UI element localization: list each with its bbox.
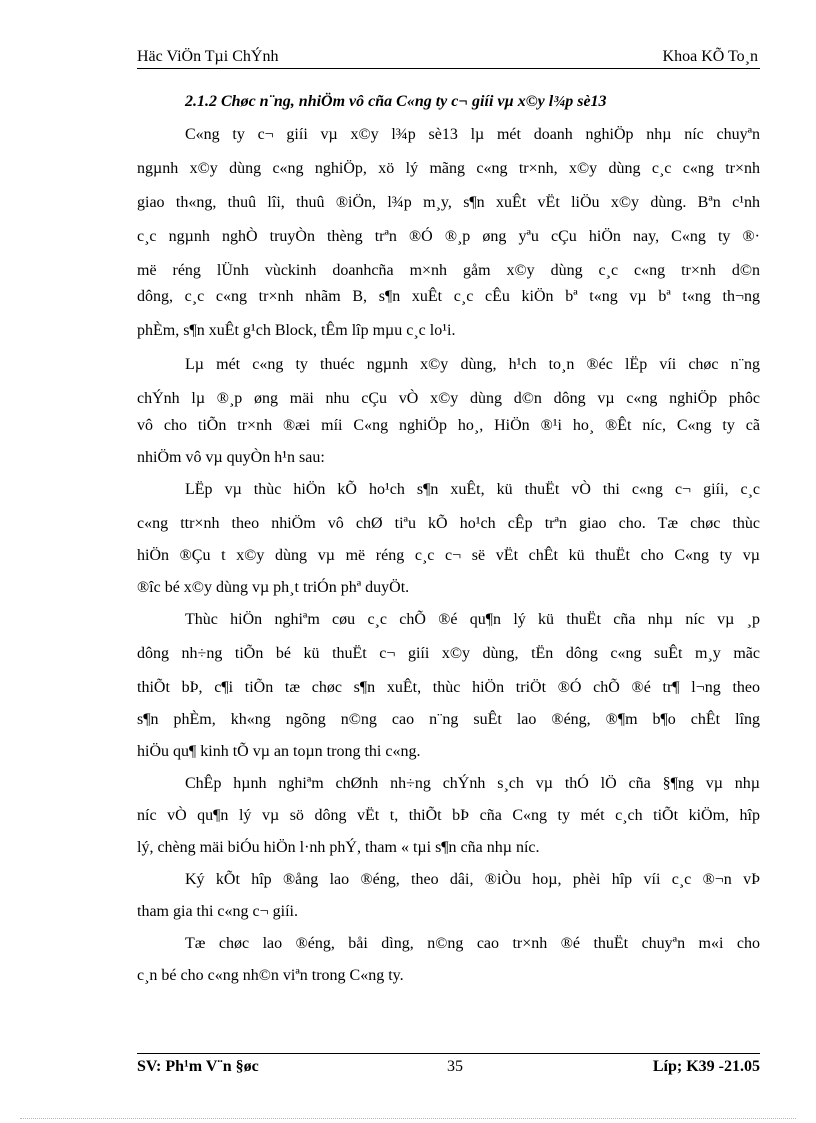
body-line: giao th«ng, thuû lîi, thuû ®iÖn, l¾p m¸y, s¶n xuÊt vËt liÖu x©y dùng. Bªn c¹nh <box>137 194 760 211</box>
footer-class: Líp; K39 -21.05 <box>652 1058 760 1075</box>
body-line: Lµ mét c«ng ty thuéc ngµnh x©y dùng, h¹ch to¸n ®éc lËp víi chøc n¨ng <box>185 356 760 373</box>
page-number: 35 <box>447 1058 463 1075</box>
body-line: hiÖn ®Çu t x©y dùng vµ më réng c¸c c¬ së vËt chÊt kü thuËt cho C«ng ty vµ <box>137 547 760 564</box>
body-line: phÈm, s¶n xuÊt g¹ch Block, tÊm lîp mµu c¸c lo¹i. <box>137 322 456 339</box>
body-line: tham gia thi c«ng c¬ giíi. <box>137 903 298 920</box>
body-line: Tæ chøc lao ®éng, båi dìng, n©ng cao tr×nh ®é thuËt chuyªn m«i cho <box>185 935 760 952</box>
body-line: më réng lÜnh vùckinh doanhcña m×nh gåm x©y dùng c¸c c«ng tr×nh d©n <box>137 262 760 279</box>
page-bottom-divider <box>20 1118 796 1119</box>
body-line: c¸n bé cho c«ng nh©n viªn trong C«ng ty. <box>137 967 404 984</box>
body-line: c¸c ngµnh nghÒ truyÒn thèng trªn ®Ó ®¸p øng yªu cÇu hiÖn nay, C«ng ty ®· <box>137 228 760 245</box>
body-line: c«ng ttr×nh theo nhiÖm vô chØ tiªu kÕ ho¹ch cÊp trªn giao cho. Tæ chøc thùc <box>137 515 760 532</box>
body-line: lý, chèng mäi biÓu hiÖn l·nh phÝ, tham « tµi s¶n cña nhµ níc. <box>137 839 540 856</box>
body-line: vô cho tiÕn tr×nh ®æi míi C«ng nghiÖp ho¸, HiÖn ®¹i ho¸ ®Êt níc, C«ng ty cã <box>137 417 760 434</box>
body-line: níc vÒ qu¶n lý vµ sö dông vËt t, thiÕt bÞ cña C«ng ty mét c¸ch tiÕt kiÖm, hîp <box>137 807 760 824</box>
body-line: s¶n phÈm, kh«ng ngõng n©ng cao n¨ng suÊt lao ®éng, ®¶m b¶o chÊt lîng <box>137 711 760 728</box>
body-line: ChÊp hµnh nghiªm chØnh nh÷ng chÝnh s¸ch vµ thÓ lÖ cña §¶ng vµ nhµ <box>185 775 760 792</box>
body-line: chÝnh lµ ®¸p øng mäi nhu cÇu vÒ x©y dùng d©n dông vµ c«ng nghiÖp phôc <box>137 390 760 407</box>
body-line: hiÖu qu¶ kinh tÕ vµ an toµn trong thi c«ng. <box>137 743 421 760</box>
section-heading: 2.1.2 Chøc n¨ng, nhiÖm vô cña C«ng ty c¬ giíi vµ x©y l¾p sè13 <box>185 93 607 110</box>
body-line: Ký kÕt hîp ®ång lao ®éng, theo dâi, ®iÒu hoµ, phèi hîp víi c¸c ®¬n vÞ <box>185 871 760 888</box>
body-line: dông, c¸c c«ng tr×nh nhãm B, s¶n xuÊt c¸c cÊu kiÖn bª t«ng vµ bª t«ng th¬ng <box>137 288 760 305</box>
body-line: ngµnh x©y dùng c«ng nghiÖp, xö lý mãng c«ng tr×nh, x©y dùng c¸c c«ng tr×nh <box>137 160 760 177</box>
header-faculty: Khoa KÕ To¸n <box>662 48 758 65</box>
footer-student-name: SV: Ph¹m V¨n §øc <box>137 1058 259 1075</box>
body-line: Thùc hiÖn nghiªm cøu c¸c chÕ ®é qu¶n lý kü thuËt cña nhµ níc vµ ¸p <box>185 611 760 628</box>
page-header <box>137 46 760 69</box>
body-line: ®îc bé x©y dùng vµ ph¸t triÓn phª duyÖt. <box>137 579 410 596</box>
body-line: LËp vµ thùc hiÖn kÕ ho¹ch s¶n xuÊt, kü thuËt vÒ thi c«ng c¬ giíi, c¸c <box>185 481 760 498</box>
body-line: thiÕt bÞ, c¶i tiÕn tæ chøc s¶n xuÊt, thùc hiÖn triÖt ®Ó chÕ ®é tr¶ l¬ng theo <box>137 679 760 696</box>
page-footer <box>137 1053 760 1076</box>
body-line: C«ng ty c¬ giíi vµ x©y l¾p sè13 lµ mét doanh nghiÖp nhµ níc chuyªn <box>185 126 760 143</box>
body-line: dông nh÷ng tiÕn bé kü thuËt c¬ giíi x©y dùng, tËn dông c«ng suÊt m¸y mãc <box>137 645 760 662</box>
header-institution: Häc ViÖn Tµi ChÝnh <box>137 48 279 65</box>
body-line: nhiÖm vô vµ quyÒn h¹n sau: <box>137 449 325 466</box>
